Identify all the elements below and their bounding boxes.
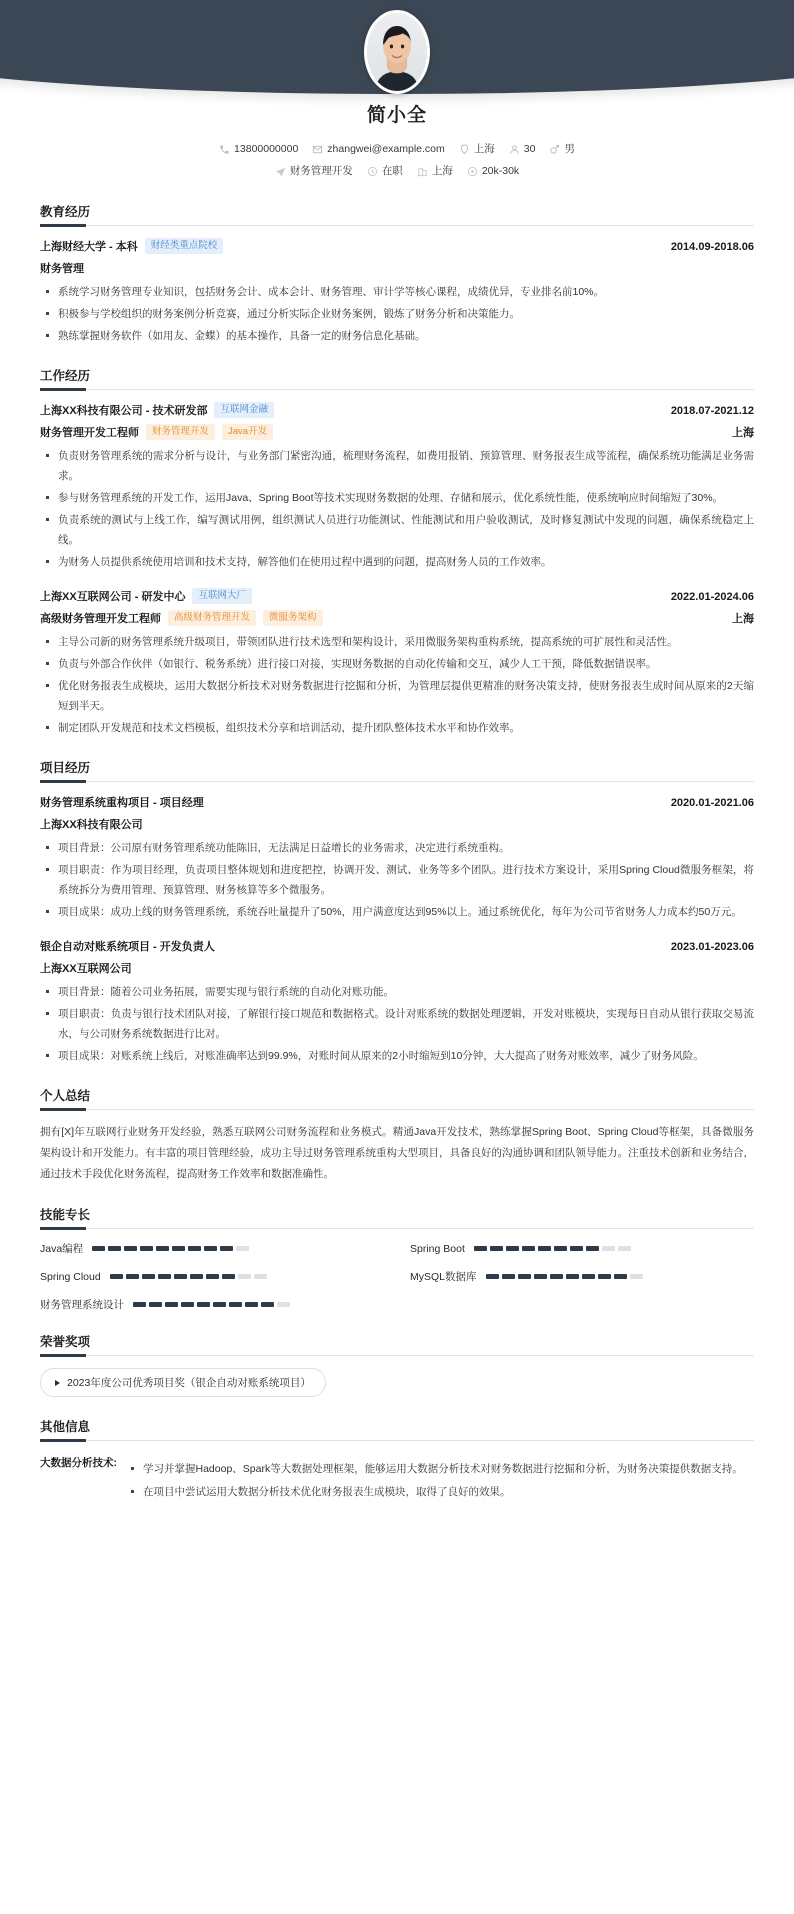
work-entry-header [40, 402, 754, 418]
list-item: 积极参与学校组织的财务案例分析竞赛，通过分析实际企业财务案例，锻炼了财务分析和决策能力。 [40, 304, 754, 324]
skill-segment [598, 1274, 611, 1279]
list-item: 项目职责：负责与银行技术团队对接，了解银行接口规范和数据格式。设计对账系统的数据处理逻辑，开发对账模块，实现每日自动从银行获取交易流水，与公司财务系统数据进行比对。 [40, 1004, 754, 1044]
contact-location-text: 上海 [473, 143, 495, 155]
work-role-left [40, 424, 273, 440]
contact-city-text: 上海 [431, 165, 453, 177]
skill-segment [229, 1302, 242, 1307]
skill-segment [188, 1246, 201, 1251]
mail-icon [312, 144, 323, 155]
education-major: 财务管理 [40, 263, 84, 275]
caret-right-icon [55, 1380, 60, 1386]
project-company: 上海XX互联网公司 [40, 963, 132, 975]
resume-header [0, 0, 794, 132]
list-item: 项目成果：成功上线的财务管理系统，系统吞吐量提升了50%，用户满意度达到95%以上。通过系统优化，每年为公司节省财务人力成本约50万元。 [40, 902, 754, 922]
section-skills [40, 1205, 754, 1312]
list-item: 主导公司新的财务管理系统升级项目，带领团队进行技术选型和架构设计，采用微服务架构重构系统，提高系统的可扩展性和灵活性。 [40, 632, 754, 652]
section-title-other: 其他信息 [40, 1417, 754, 1441]
other-row [40, 1453, 754, 1505]
skill-segment [156, 1246, 169, 1251]
section-title-honors: 荣誉奖项 [40, 1332, 754, 1356]
project-bullets [40, 838, 754, 922]
contact-status-text: 在职 [381, 165, 403, 177]
project-date: 2020.01-2021.06 [670, 797, 754, 809]
list-item: 优化财务报表生成模块，运用大数据分析技术对财务数据进行挖掘和分析，为管理层提供更精准的财务决策支持，使财务报表生成时间从原来的2天缩短到半天。 [40, 676, 754, 716]
avatar-photo [367, 13, 427, 91]
skill-item [40, 1269, 384, 1284]
skill-segment [261, 1302, 274, 1307]
skill-segment [181, 1302, 194, 1307]
skill-segment [142, 1274, 155, 1279]
skill-item [40, 1297, 384, 1312]
skill-segment [190, 1274, 203, 1279]
list-item: 学习并掌握Hadoop、Spark等大数据处理框架，能够运用大数据分析技术对财务数据进行挖掘和分析，为财务决策提供数据支持。 [125, 1459, 754, 1479]
gender-icon [549, 144, 560, 155]
other-bullets [125, 1459, 754, 1502]
education-entry [40, 238, 754, 346]
work-role-row [40, 610, 754, 626]
education-tag: 财经类重点院校 [145, 238, 224, 254]
skill-segment [108, 1246, 121, 1251]
contact-block [0, 132, 794, 182]
skill-segment [614, 1274, 627, 1279]
skill-label: Java编程 [40, 1243, 84, 1255]
skill-segment [140, 1246, 153, 1251]
list-item: 负责财务管理系统的需求分析与设计，与业务部门紧密沟通，梳理财务流程，如费用报销、预算管理、财务报表生成等流程，确保系统功能满足业务需求。 [40, 446, 754, 486]
avatar [364, 10, 430, 94]
education-entry-header [40, 238, 754, 254]
project-company: 上海XX科技有限公司 [40, 819, 143, 831]
project-date: 2023.01-2023.06 [670, 941, 754, 953]
target-icon [275, 166, 286, 177]
skill-segment [110, 1274, 123, 1279]
page-title: 简小全 [366, 105, 427, 126]
contact-row-secondary [0, 160, 794, 182]
skill-segment [618, 1246, 631, 1251]
work-role-tag: 高级财务管理开发 [168, 610, 256, 626]
list-item: 参与财务管理系统的开发工作，运用Java、Spring Boot等技术实现财务数据的处理、存储和展示，优化系统性能，使系统响应时间缩短了30%。 [40, 488, 754, 508]
section-project [40, 758, 754, 1066]
skill-item [410, 1269, 754, 1284]
skill-label: Spring Cloud [40, 1270, 101, 1283]
work-date: 2022.01-2024.06 [670, 591, 754, 603]
work-entry [40, 402, 754, 572]
work-role-row [40, 424, 754, 440]
section-title-project: 项目经历 [40, 758, 754, 782]
education-entry-left [40, 238, 223, 254]
list-item: 项目成果：对账系统上线后，对账准确率达到99.9%，对账时间从原来的2小时缩短到10分钟，大大提高了财务对账效率，减少了财务风险。 [40, 1046, 754, 1066]
work-role: 财务管理开发工程师 [40, 427, 139, 439]
education-bullets [40, 282, 754, 346]
contact-salary-text: 20k-30k [481, 165, 520, 177]
contact-target-job [275, 160, 353, 182]
section-title-summary: 个人总结 [40, 1086, 754, 1110]
skill-rating-bar [133, 1302, 290, 1307]
skill-segment [550, 1274, 563, 1279]
section-title-skills: 技能专长 [40, 1205, 754, 1229]
work-industry-tag: 互联网金融 [214, 402, 274, 418]
project-entry-header [40, 794, 754, 810]
list-item: 制定团队开发规范和技术文档模板，组织技术分享和培训活动，提升团队整体技术水平和协作效率。 [40, 718, 754, 738]
skill-segment [582, 1274, 595, 1279]
other-label: 大数据分析技术: [40, 1457, 117, 1469]
skill-segment [133, 1302, 146, 1307]
other-body [125, 1453, 754, 1505]
skill-segment [126, 1274, 139, 1279]
skill-segment [172, 1246, 185, 1251]
skill-segment [124, 1246, 137, 1251]
contact-target-job-text: 财务管理开发 [289, 165, 353, 177]
summary-text: 拥有[X]年互联网行业财务开发经验，熟悉互联网公司财务流程和业务模式。精通Java开发技术，熟练掌握Spring Boot、Spring Cloud等框架，具备微服务架构设计和开发能力。有丰富的项目管理经验，成功主导过财务管理系统重构大型项目，具备良好的沟通协调和团队领导能力。注重技术创新和业务结合，通过技术手段优化财务流程，提高财务工作效率和数据准确性。 [40, 1126, 754, 1180]
skill-segment [502, 1274, 515, 1279]
work-industry-tag: 互联网大厂 [192, 588, 252, 604]
skill-segment [630, 1274, 643, 1279]
skill-segment [220, 1246, 233, 1251]
education-date: 2014.09-2018.06 [670, 241, 754, 253]
list-item: 在项目中尝试运用大数据分析技术优化财务报表生成模块，取得了良好的效果。 [125, 1482, 754, 1502]
skill-segment [174, 1274, 187, 1279]
contact-phone-text: 13800000000 [234, 143, 299, 155]
list-item: 为财务人员提供系统使用培训和技术支持，解答他们在使用过程中遇到的问题，提高财务人员的工作效率。 [40, 552, 754, 572]
skill-rating-bar [110, 1274, 267, 1279]
list-item: 负责与外部合作伙伴（如银行、税务系统）进行接口对接，实现财务数据的自动化传输和交互，减少人工干预，降低数据错误率。 [40, 654, 754, 674]
work-company: 上海XX互联网公司 - 研发中心 [40, 591, 186, 603]
contact-email [312, 138, 444, 160]
work-location: 上海 [732, 427, 754, 439]
resume-body [0, 182, 794, 1535]
contact-row-primary [0, 138, 794, 160]
work-entry-header [40, 588, 754, 604]
skill-item [40, 1241, 384, 1256]
skill-segment [602, 1246, 615, 1251]
project-name: 银企自动对账系统项目 - 开发负责人 [40, 941, 215, 953]
education-school: 上海财经大学 - 本科 [40, 241, 138, 253]
list-item: 系统学习财务管理专业知识，包括财务会计、成本会计、财务管理、审计学等核心课程，成绩优异，专业排名前10%。 [40, 282, 754, 302]
work-entry-left [40, 588, 252, 604]
skill-segment [570, 1246, 583, 1251]
section-title-work: 工作经历 [40, 366, 754, 390]
list-item: 项目背景：随着公司业务拓展，需要实现与银行系统的自动化对账功能。 [40, 982, 754, 1002]
skill-segment [213, 1302, 226, 1307]
list-item: 负责系统的测试与上线工作，编写测试用例，组织测试人员进行功能测试、性能测试和用户验收测试，及时修复测试中发现的问题，确保系统稳定上线。 [40, 510, 754, 550]
work-role: 高级财务管理开发工程师 [40, 613, 161, 625]
contact-phone [219, 138, 298, 160]
skill-segment [245, 1302, 258, 1307]
salary-icon [467, 166, 478, 177]
work-entry-left [40, 402, 274, 418]
honor-label: 2023年度公司优秀项目奖（银企自动对账系统项目） [67, 1377, 311, 1389]
project-entry [40, 938, 754, 1066]
work-location: 上海 [732, 613, 754, 625]
work-role-left [40, 610, 323, 626]
project-entry-header [40, 938, 754, 954]
skill-segment [534, 1274, 547, 1279]
skill-segment [197, 1302, 210, 1307]
city-icon [417, 166, 428, 177]
status-icon [367, 166, 378, 177]
work-bullets [40, 632, 754, 738]
project-entry [40, 794, 754, 922]
contact-email-text: zhangwei@example.com [327, 143, 445, 155]
project-name: 财务管理系统重构项目 - 项目经理 [40, 797, 204, 809]
section-work [40, 366, 754, 738]
list-item: 项目背景：公司原有财务管理系统功能陈旧，无法满足日益增长的业务需求，决定进行系统重构。 [40, 838, 754, 858]
skill-segment [222, 1274, 235, 1279]
contact-status [367, 160, 403, 182]
skill-segment [522, 1246, 535, 1251]
skill-item [410, 1241, 754, 1256]
skill-segment [238, 1274, 251, 1279]
skill-label: Spring Boot [410, 1242, 465, 1255]
work-bullets [40, 446, 754, 572]
skill-rating-bar [486, 1274, 643, 1279]
skill-segment [236, 1246, 249, 1251]
skill-segment [538, 1246, 551, 1251]
skill-segment [474, 1246, 487, 1251]
section-title-education: 教育经历 [40, 202, 754, 226]
skill-segment [165, 1302, 178, 1307]
skill-segment [277, 1302, 290, 1307]
phone-icon [219, 144, 230, 155]
skill-segment [149, 1302, 162, 1307]
contact-gender [549, 138, 575, 160]
list-item: 项目职责：作为项目经理，负责项目整体规划和进度把控，协调开发、测试、业务等多个团队。进行技术方案设计，采用Spring Cloud微服务框架，将系统拆分为费用管理、预算管理、财务核算等多个微服务。 [40, 860, 754, 900]
contact-age-text: 30 [523, 143, 536, 155]
list-item: 熟练掌握财务软件（如用友、金蝶）的基本操作，具备一定的财务信息化基础。 [40, 326, 754, 346]
work-role-tag: Java开发 [222, 424, 273, 440]
section-summary [40, 1086, 754, 1185]
project-bullets [40, 982, 754, 1066]
skills-grid [40, 1241, 754, 1312]
skill-segment [486, 1274, 499, 1279]
project-entry-left [40, 938, 215, 954]
contact-salary [467, 160, 519, 182]
contact-age [509, 138, 536, 160]
work-company: 上海XX科技有限公司 - 技术研发部 [40, 405, 208, 417]
work-role-tag: 微服务架构 [263, 610, 323, 626]
project-entry-left [40, 794, 204, 810]
skill-label: 财务管理系统设计 [40, 1299, 124, 1311]
contact-location [459, 138, 495, 160]
skill-segment [490, 1246, 503, 1251]
skill-segment [204, 1246, 217, 1251]
work-role-tag: 财务管理开发 [146, 424, 215, 440]
skill-segment [158, 1274, 171, 1279]
skill-segment [206, 1274, 219, 1279]
contact-city [417, 160, 453, 182]
work-entry [40, 588, 754, 738]
skill-segment [254, 1274, 267, 1279]
section-other [40, 1417, 754, 1505]
location-icon [459, 144, 470, 155]
skill-segment [554, 1246, 567, 1251]
section-education [40, 202, 754, 346]
skill-segment [92, 1246, 105, 1251]
skill-segment [518, 1274, 531, 1279]
age-icon [509, 144, 520, 155]
skill-label: MySQL数据库 [410, 1271, 477, 1283]
skill-rating-bar [92, 1246, 249, 1251]
skill-segment [506, 1246, 519, 1251]
skill-rating-bar [474, 1246, 631, 1251]
contact-gender-text: 男 [564, 143, 575, 155]
section-honors [40, 1332, 754, 1397]
skill-segment [586, 1246, 599, 1251]
person-photo-icon [367, 13, 427, 91]
skill-segment [566, 1274, 579, 1279]
work-date: 2018.07-2021.12 [670, 405, 754, 417]
honor-item[interactable] [40, 1368, 326, 1397]
